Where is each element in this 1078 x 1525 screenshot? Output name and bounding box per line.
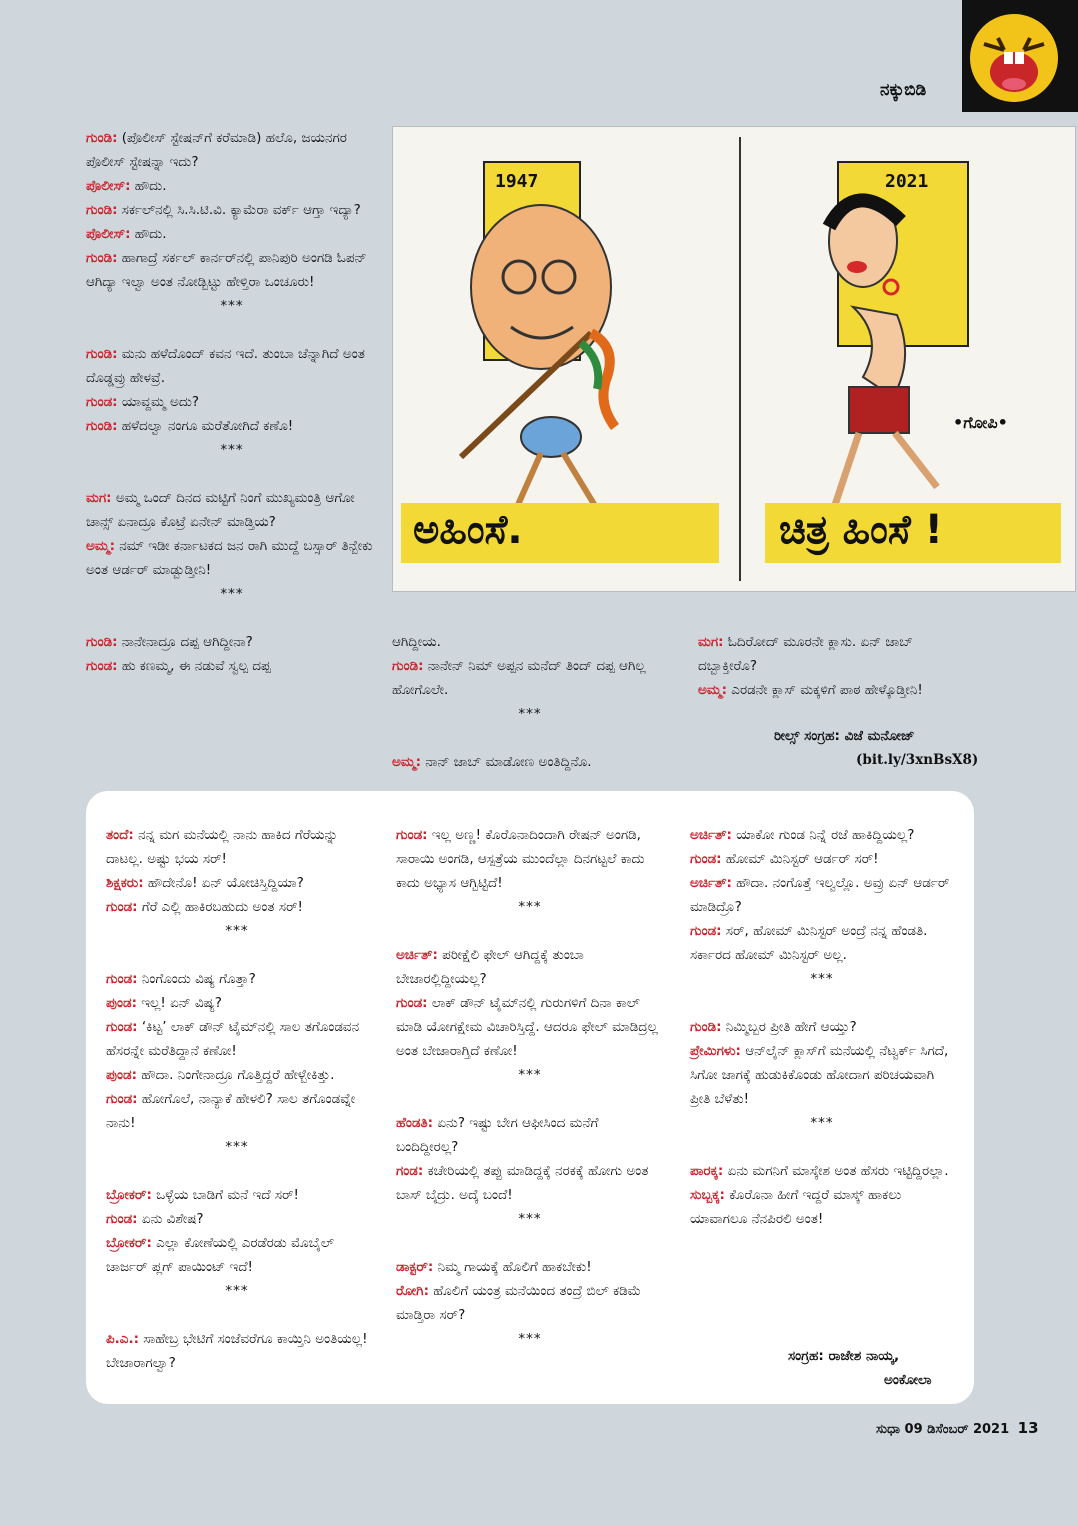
joke-text: ನಿಮ್ಮಿಬ್ಬರ ಪ್ರೀತಿ ಹೇಗೆ ಆಯ್ತು?: [721, 1019, 857, 1035]
joke-text: ಹೌದಾ. ನಿಂಗೇನಾದ್ರೂ ಗೊತ್ತಿದ್ದರೆ ಹೇಳ್ಬೇಕಿತ್ತು.: [136, 1067, 335, 1083]
joke-line: [396, 1279, 664, 1327]
caption-left: ಅಹಿಂಸೆ.: [413, 507, 523, 553]
joke-text: ಸಾಹೇಬ್ರ ಭೇಟಿಗೆ ಸಂಜೆವರೆಗೂ ಕಾಯ್ತಿನಿ ಅಂತಿಯಲ್ಲ! ಬೇಜಾರಾಗಲ್ವಾ?: [106, 1331, 368, 1371]
joke-line: [690, 919, 954, 967]
speaker-label: ಗುಂಡಿ:: [392, 658, 424, 674]
joke-line: [396, 1111, 664, 1159]
joke-line: [86, 174, 378, 198]
separator-stars: ***: [810, 971, 834, 987]
speaker-label: ಗುಂಡ:: [106, 1091, 138, 1107]
joke-text: ಓದಿರೋದ್ ಮೂರನೇ ಕ್ಲಾಸು. ಏನ್ ಜಾಬ್ ದಬ್ಬಾಕ್ತೀರೊ?: [698, 634, 913, 674]
joke-line: [396, 1255, 664, 1279]
separator-stars: ***: [518, 1067, 542, 1083]
joke-line: [86, 342, 378, 390]
speaker-label: ಅಮ್ಮ:: [698, 682, 727, 698]
separator-stars: ***: [225, 923, 249, 939]
joke-text: ಅಮ್ಮ ಒಂದ್ ದಿನದ ಮಟ್ಟಿಗೆ ನಿಂಗೆ ಮುಖ್ಯಮಂತ್ರಿ ಆಗೋ ಚಾನ್ಸ್ ಏನಾದ್ರೂ ಕೊಟ್ರೆ ಏನೇನ್ ಮಾಡ್ತಿಯ?: [86, 490, 355, 530]
joke-text: ಕೊರೊನಾ ಹೀಗೆ ಇದ್ದರೆ ಮಾಸ್ಕ್ ಹಾಕಲು ಯಾವಾಗಲೂ ನೆನಪಿರಲಿ ಅಂತ!: [690, 1187, 902, 1227]
joke-text: ಹೌದು.: [130, 226, 167, 242]
joke-text: ‘ಕಿಟ್ಟ’ ಲಾಕ್ ಡೌನ್ ಟೈಮ್‌ನಲ್ಲಿ ಸಾಲ ತಗೊಂಡವನ ಹೆಸರನ್ನೇ ಮರೆತಿದ್ದಾನೆ ಕಣೋ!: [106, 1019, 360, 1059]
joke-text: ನಾನೇನಾದ್ರೂ ದಪ್ಪ ಆಗಿದ್ದೀನಾ?: [117, 634, 253, 650]
joke-text: ಆಗಿದ್ದೀಯ.: [392, 634, 441, 650]
joke-text: ಹೌದಾ. ನಂಗೊತ್ತೆ ಇಲ್ವಲ್ಲೊ. ಅವ್ರು ಏನ್ ಆರ್ಡರ್ ಮಾಡಿದ್ರೊ?: [690, 875, 950, 915]
joke-text: ಯಾಕೋ ಗುಂಡ ನಿನ್ನೆ ರಜೆ ಹಾಕಿದ್ದಿಯಲ್ಲ?: [731, 827, 915, 843]
joke-text: ಸರ್, ಹೋಮ್ ಮಿನಿಸ್ಟರ್ ಅಂದ್ರೆ ನನ್ನ ಹೆಂಡತಿ. ಸರ್ಕಾರದ ಹೋಮ್ ಮಿನಿಸ್ಟರ್ ಅಲ್ಲ.: [690, 923, 928, 963]
reels-link[interactable]: (bit.ly/3xnBsX8): [856, 752, 979, 768]
reels-credit: ರೀಲ್ಸ್ ಸಂಗ್ರಹ: ವಿಜೆ ಮನೋಜ್: [774, 728, 915, 744]
joke-line: [106, 1207, 368, 1231]
joke-line: [396, 943, 664, 991]
section-label: ನಕ್ಕುಬಿಡಿ: [880, 80, 927, 100]
speaker-label: ರೋಗಿ:: [396, 1283, 429, 1299]
speaker-label: ಗುಂಡ:: [106, 971, 138, 987]
joke-line: [392, 654, 668, 702]
speaker-label: ಗಂಡ:: [396, 1163, 424, 1179]
joke-text: ಹಳೆದಲ್ವಾ ನಂಗೂ ಮರೆತೋಗಿದೆ ಕಣೊ!: [117, 418, 294, 434]
separator-stars: ***: [220, 442, 244, 458]
box-credit-line2: ಅಂಕೋಲಾ: [884, 1372, 932, 1388]
speaker-label: ಗುಂಡಿ:: [86, 634, 118, 650]
joke-line: [86, 630, 378, 654]
speaker-label: ಅರ್ಚಿತ್:: [690, 875, 732, 891]
joke-text: ನಿಂಗೊಂದು ವಿಷ್ಯ ಗೊತ್ತಾ?: [137, 971, 256, 987]
separator-stars: ***: [518, 1211, 542, 1227]
speaker-label: ಗುಂಡಿ:: [86, 418, 118, 434]
speaker-label: ಗುಂಡ:: [106, 1019, 138, 1035]
jokes-box: [86, 791, 974, 1404]
joke-line: [86, 486, 378, 534]
joke-text: ಸರ್ಕಲ್‌ನಲ್ಲಿ ಸಿ.ಸಿ.ಟಿ.ವಿ. ಕ್ಯಾಮೆರಾ ವರ್ಕ್ ಆಗ್ತಾ ಇದ್ಯಾ?: [117, 202, 361, 218]
speaker-label: ಪುಂಡ:: [106, 995, 137, 1011]
joke-line: [86, 126, 378, 174]
joke-line: [690, 1015, 954, 1039]
top-column-1: [86, 126, 378, 678]
speaker-label: ಗುಂಡಿ:: [86, 250, 118, 266]
page-number: 13: [1017, 1419, 1039, 1437]
speaker-label: ಹೆಂಡತಿ:: [396, 1115, 434, 1131]
cartoon-artist: •ಗೋಪಿ•: [953, 413, 1008, 432]
joke-line: [690, 1159, 954, 1183]
joke-text: ಮನು ಹಳೆದೊಂದ್ ಕವನ ಇದೆ. ತುಂಬಾ ಚೆನ್ನಾಗಿದೆ ಅಂತ ದೊಡ್ಡವ್ರು ಹೇಳವ್ರೆ.: [86, 346, 365, 386]
speaker-label: ಗುಂಡಿ:: [86, 346, 118, 362]
box-credit-line1: ಸಂಗ್ರಹ: ರಾಜೇಶ ನಾಯ್ಕ,: [788, 1348, 900, 1364]
speaker-label: ಡಾಕ್ಟರ್:: [396, 1259, 434, 1275]
speaker-label: ಮಗ:: [86, 490, 112, 506]
joke-line: [106, 871, 368, 895]
separator-stars: ***: [518, 706, 542, 722]
year-right: 2021: [885, 171, 929, 192]
joke-line: [690, 871, 954, 919]
joke-line: [106, 1231, 368, 1279]
joke-line: [698, 630, 976, 678]
speaker-label: ಪ್ರೇಮಿಗಳು:: [690, 1043, 741, 1059]
top-column-2: [392, 630, 668, 774]
separator-stars: ***: [220, 298, 244, 314]
joke-line: [86, 198, 378, 222]
speaker-label: ಗುಂಡ:: [86, 394, 118, 410]
section-logo: [962, 0, 1078, 112]
joke-text: ನಾನ್ ಜಾಬ್ ಮಾಡೋಣ ಅಂತಿದ್ದಿನೊ.: [420, 754, 592, 770]
joke-line: [690, 847, 954, 871]
speaker-label: ಅರ್ಚಿತ್:: [690, 827, 732, 843]
cartoon-left-pane: [401, 137, 729, 581]
joke-text: ಒಳ್ಳೆಯ ಬಾಡಿಗೆ ಮನೆ ಇದೆ ಸರ್!: [151, 1187, 299, 1203]
box-column-1: [106, 823, 368, 1375]
joke-text: ಪರೀಕ್ಷೆಲಿ ಫೇಲ್ ಆಗಿದ್ದಕ್ಕೆ ತುಂಬಾ ಬೇಜಾರಲ್ಲಿದ್ದೀಯಲ್ಲ?: [396, 947, 584, 987]
joke-line: [86, 534, 378, 582]
joke-text: ಏನು ವಿಶೇಷ?: [137, 1211, 204, 1227]
joke-text: ಏನು ಮಗನಿಗೆ ಮಾಸ್ಕೇಶ ಅಂತ ಹೆಸರು ಇಟ್ಟಿದ್ದಿರಲ್ಲಾ.: [723, 1163, 949, 1179]
joke-text: ಹೌದು.: [130, 178, 167, 194]
joke-line: [396, 1159, 664, 1207]
joke-line: [698, 678, 976, 702]
separator-stars: ***: [220, 586, 244, 602]
speaker-label: ಪಿ.ಎ.:: [106, 1331, 139, 1347]
speaker-label: ಗುಂಡಿ:: [690, 1019, 722, 1035]
joke-text: ಹೋಮ್ ಮಿನಿಸ್ಟರ್ ಆರ್ಡರ್ ಸರ್!: [721, 851, 879, 867]
joke-line: [86, 654, 378, 678]
joke-line: [106, 967, 368, 991]
joke-text: ಹೊಲಿಗೆ ಯಂತ್ರ ಮನೆಯಿಂದ ತಂದ್ರೆ ಬಿಲ್ ಕಡಿಮೆ ಮಾಡ್ತಿರಾ ಸರ್?: [396, 1283, 642, 1323]
joke-line: [690, 1183, 954, 1231]
page-footer: [876, 1419, 1039, 1437]
joke-line: [106, 1183, 368, 1207]
box-column-2: [396, 823, 664, 1375]
speaker-label: ಗುಂಡಿ:: [86, 202, 118, 218]
speaker-label: ಬ್ರೋಕರ್:: [106, 1235, 152, 1251]
speaker-label: ತಂದೆ:: [106, 827, 134, 843]
speaker-label: ಮಗ:: [698, 634, 724, 650]
joke-text: ಯಾವ್ದಮ್ಮ ಅದು?: [117, 394, 200, 410]
separator-stars: ***: [225, 1283, 249, 1299]
joke-text: ಆನ್‌ಲೈನ್ ಕ್ಲಾಸ್‌ಗೆ ಮನೆಯಲ್ಲಿ ನೆಟ್ವರ್ಕ್ ಸಿಗದೆ, ಸಿಗೋ ಜಾಗಕ್ಕೆ ಹುಡುಕಿಕೊಂಡು ಹೋದಾಗ ಪರಿಚಯವಾಗಿ ಪ್ರೀತಿ ಬೆಳೆತು!: [690, 1043, 949, 1107]
joke-line: [106, 1015, 368, 1063]
joke-line: [690, 823, 954, 847]
speaker-label: ಶಿಕ್ಷಕರು:: [106, 875, 144, 891]
joke-text: ಇಲ್ಲ ಅಣ್ಣ! ಕೊರೊನಾದಿಂದಾಗಿ ರೇಷನ್ ಅಂಗಡಿ, ಸಾರಾಯಿ ಅಂಗಡಿ, ಆಸ್ಪತ್ರೆಯ ಮುಂದೆಲ್ಲಾ ದಿನಗಟ್ಟಲೆ ಕಾದು ಕಾದು ಅಭ್ಯಾಸ ಆಗ್ಬಿಟ್ಟಿದೆ!: [396, 827, 645, 891]
speaker-label: ಗುಂಡ:: [396, 995, 428, 1011]
speaker-label: ಗುಂಡ:: [86, 658, 118, 674]
year-left: 1947: [495, 171, 539, 192]
separator-stars: ***: [225, 1139, 249, 1155]
speaker-label: ಗುಂಡ:: [396, 827, 428, 843]
joke-line: [106, 1063, 368, 1087]
separator-stars: ***: [518, 899, 542, 915]
joke-text: ನಮ್ ಇಡೀ ಕರ್ನಾಟಕದ ಜನ ರಾಗಿ ಮುದ್ದೆ ಬಸ್ಸಾರ್ ತಿನ್ಬೇಕು ಅಂತ ಆರ್ಡರ್ ಮಾಡ್ಬುಡ್ತೀನಿ!: [86, 538, 373, 578]
joke-text: ಹು ಕಣಮ್ಮ, ಈ ನಡುವೆ ಸ್ವಲ್ಪ ದಪ್ಪ: [117, 658, 271, 674]
speaker-label: ಅಮ್ಮ:: [86, 538, 115, 554]
joke-line: [106, 991, 368, 1015]
speaker-label: ಸುಬ್ಬಕ್ಕ:: [690, 1187, 725, 1203]
joke-line: [690, 1039, 954, 1111]
joke-text: ಇಲ್ಲ! ಏನ್ ವಿಷ್ಯ?: [136, 995, 222, 1011]
laughing-face-icon: [970, 14, 1058, 102]
joke-text: ನಾನೇನ್ ನಿಮ್ ಅಪ್ಪನ ಮನೆದ್ ತಿಂದ್ ದಪ್ಪ ಆಗಿಲ್ಲ ಹೋಗೊಲೇ.: [392, 658, 646, 698]
separator-stars: ***: [810, 1115, 834, 1131]
joke-text: ಏನು? ಇಷ್ಟು ಬೇಗ ಆಫೀಸಿಂದ ಮನೆಗೆ ಬಂದಿದ್ದೀರಲ್ಲ?: [396, 1115, 599, 1155]
joke-text: ಲಾಕ್ ಡೌನ್ ಟೈಮ್‌ನಲ್ಲಿ ಗುರುಗಳಿಗೆ ದಿನಾ ಕಾಲ್ ಮಾಡಿ ಯೋಗಕ್ಷೇಮ ವಿಚಾರಿಸ್ತಿದ್ದೆ. ಆದರೂ ಫೇಲ್ ಮಾಡಿದ್ರಲ್ಲ ಅಂತ ಬೇಜಾರಾಗ್ತಿದೆ ಕಣೋ!: [396, 995, 658, 1059]
separator-stars: ***: [518, 1331, 542, 1347]
speaker-label: ಪೊಲೀಸ್:: [86, 178, 131, 194]
joke-line: [86, 414, 378, 438]
joke-line: [86, 222, 378, 246]
speaker-label: ಪೊಲೀಸ್:: [86, 226, 131, 242]
speaker-label: ಗುಂಡ:: [690, 923, 722, 939]
joke-line: [392, 750, 668, 774]
joke-line: [86, 246, 378, 294]
joke-text: (ಪೊಲೀಸ್ ಸ್ಟೇಷನ್‌ಗೆ ಕರೆಮಾಡಿ) ಹಲೊ, ಜಯನಗರ ಪೊಲೀಸ್ ಸ್ಟೇಷನ್ನಾ ಇದು?: [86, 130, 347, 170]
joke-line: [106, 1327, 368, 1375]
speaker-label: ಪುಂಡ:: [106, 1067, 137, 1083]
speaker-label: ಗುಂಡಿ:: [86, 130, 118, 146]
joke-text: ಹೌದೇನೊ! ಏನ್ ಯೋಚಿಸ್ತಿದ್ದಿಯಾ?: [143, 875, 304, 891]
top-column-3: [698, 630, 976, 702]
joke-text: ಎಲ್ಲಾ ಕೋಣೆಯಲ್ಲಿ ಎರಡೆರಡು ಮೊಬೈಲ್ ಚಾರ್ಜರ್ ಪ್ಲಗ್ ಪಾಯಿಂಟ್ ಇದೆ!: [106, 1235, 334, 1275]
joke-text: ಹೋಗೊಲೆ, ನಾನ್ಯಾಕೆ ಹೇಳಲಿ? ಸಾಲ ತಗೊಂಡವ್ನೇ ನಾನು!: [106, 1091, 356, 1131]
joke-text: ಎರಡನೇ ಕ್ಲಾಸ್ ಮಕ್ಕಳಿಗೆ ಪಾಠ ಹೇಳ್ಕೊಡ್ತೀನಿ!: [726, 682, 923, 698]
speaker-label: ಅಮ್ಮ:: [392, 754, 421, 770]
joke-line: [86, 390, 378, 414]
speaker-label: ಬ್ರೋಕರ್:: [106, 1187, 152, 1203]
joke-line: [106, 1087, 368, 1135]
joke-text: ಕಚೇರಿಯಲ್ಲಿ ತಪ್ಪು ಮಾಡಿದ್ದಕ್ಕೆ ನರಕಕ್ಕೆ ಹೋಗು ಅಂತ ಬಾಸ್ ಬೈದ್ರು. ಅದ್ಕೆ ಬಂದೆ!: [396, 1163, 649, 1203]
cartoon-divider: [739, 137, 741, 581]
joke-text: ನಿಮ್ಮ ಗಾಯಕ್ಕೆ ಹೊಲಿಗೆ ಹಾಕಬೇಕು!: [433, 1259, 592, 1275]
joke-text: ಗೆರೆ ಎಲ್ಲಿ ಹಾಕಿರಬಹುದು ಅಂತ ಸರ್!: [137, 899, 303, 915]
joke-line: [396, 823, 664, 895]
caption-right: ಚಿತ್ರ ಹಿಂಸೆ !: [779, 507, 943, 553]
joke-line: [396, 991, 664, 1063]
joke-text: ನನ್ನ ಮಗ ಮನೆಯಲ್ಲಿ ನಾನು ಹಾಕಿದ ಗೆರೆಯನ್ನು ದಾಟಲ್ಲ. ಅಷ್ಟು ಭಯ ಸರ್!: [106, 827, 339, 867]
speaker-label: ಗುಂಡ:: [106, 899, 138, 915]
speaker-label: ಪಾರಕ್ಕ:: [690, 1163, 724, 1179]
cartoon-panel: [392, 126, 1076, 592]
joke-line: [106, 823, 368, 871]
joke-line: [106, 895, 368, 919]
box-column-3: [690, 823, 954, 1231]
joke-line: [392, 630, 668, 654]
joke-text: ಹಾಗಾದ್ರೆ ಸರ್ಕಲ್ ಕಾರ್ನರ್‌ನಲ್ಲಿ ಪಾನಿಪುರಿ ಅಂಗಡಿ ಓಪನ್ ಆಗಿದ್ಯಾ ಇಲ್ವಾ ಅಂತ ನೋಡ್ಬಿಟ್ಟು ಹೇಳ್ತಿರಾ ಒಂಚೂರು!: [86, 250, 367, 290]
cartoon-right-pane: [745, 137, 1073, 581]
speaker-label: ಗುಂಡ:: [106, 1211, 138, 1227]
footer-text: ಸುಧಾ 09 ಡಿಸೆಂಬರ್ 2021: [876, 1422, 1010, 1437]
speaker-label: ಅರ್ಚಿತ್:: [396, 947, 438, 963]
speaker-label: ಗುಂಡ:: [690, 851, 722, 867]
